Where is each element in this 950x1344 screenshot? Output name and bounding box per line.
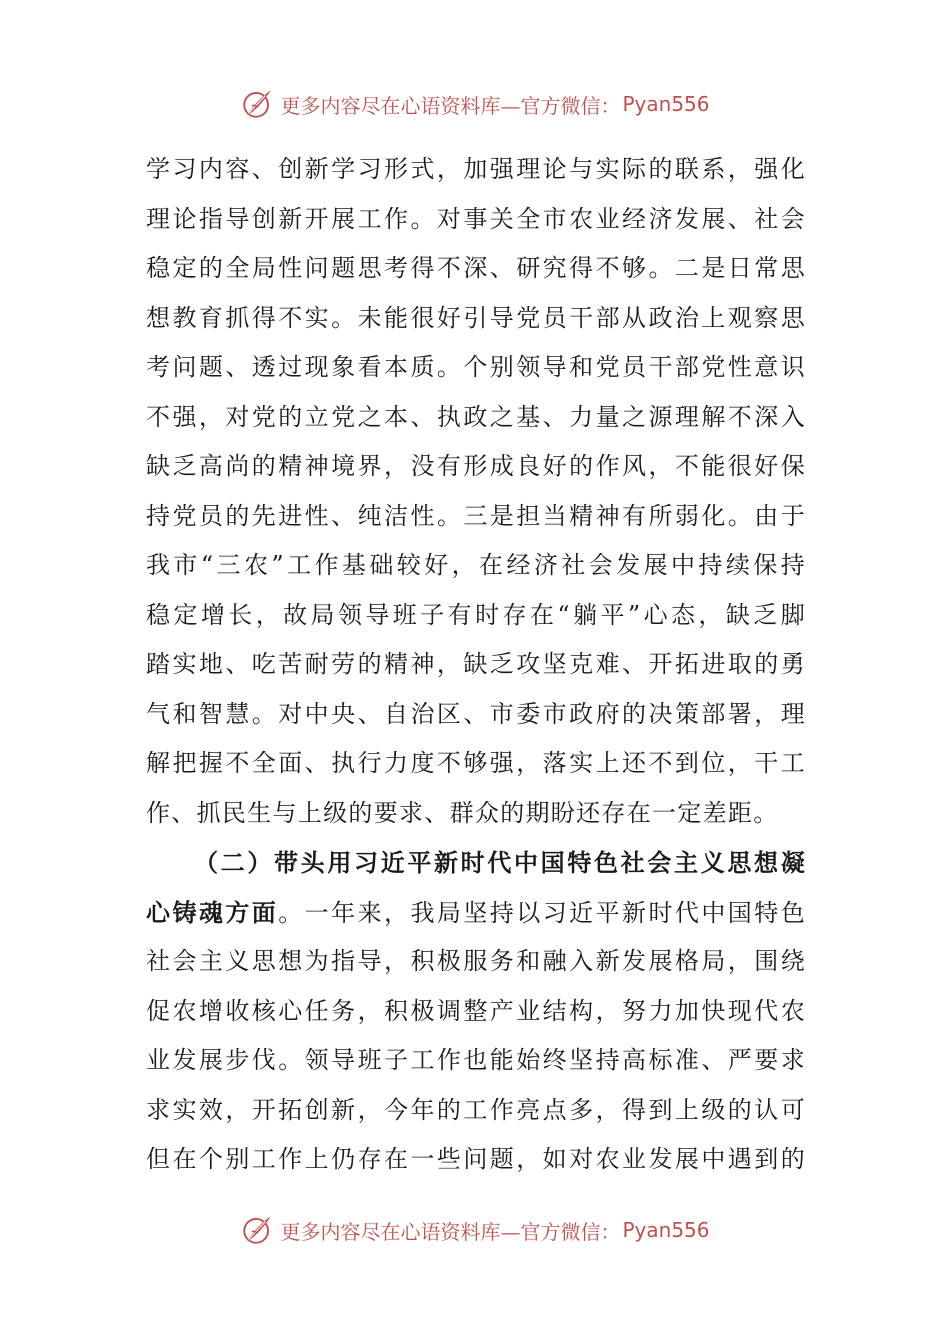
paragraph-line: 解把握不全面、执行力度不够强，落实上还不到位，干工 bbox=[146, 749, 806, 777]
section-heading: （二）带头用习近平新时代中国特色社会主义思想凝 bbox=[194, 848, 806, 877]
paragraph-text: 。一年来，我局坚持以习近平新时代中国特色 bbox=[278, 898, 807, 927]
footer-promo-text: 更多内容尽在心语资料库—官方微信： bbox=[280, 1219, 621, 1244]
paragraph-line: 理论指导创新开展工作。对事关全市农业经济发展、社会 bbox=[146, 204, 806, 233]
paragraph-line: 想教育抓得不实。未能很好引导党员干部从政治上观察思 bbox=[146, 303, 806, 332]
paragraph-line: 气和智慧。对中央、自治区、市委市政府的决策部署，理 bbox=[146, 699, 806, 728]
paragraph-line: 缺乏高尚的精神境界，没有形成良好的作风，不能很好保 bbox=[146, 452, 806, 480]
paragraph-line: 促农增收核心任务，积极调整产业结构，努力加快现代农 bbox=[146, 996, 806, 1025]
feather-pen-logo-icon bbox=[240, 1213, 274, 1247]
paragraph-line: 稳定增长，故局领导班子有时存在“躺平”心态，缺乏脚 bbox=[146, 600, 806, 629]
paragraph-line: 作、抓民生与上级的要求、群众的期盼还存在一定差距。 bbox=[146, 798, 779, 827]
paragraph-line: 但在个别工作上仍存在一些问题，如对农业发展中遇到的 bbox=[146, 1145, 806, 1173]
paragraph-line: 考问题、透过现象看本质。个别领导和党员干部党性意识 bbox=[146, 353, 806, 381]
footer-wechat-id: Pyan556 bbox=[622, 1218, 710, 1242]
feather-pen-logo-icon bbox=[240, 87, 274, 121]
document-body bbox=[146, 145, 806, 1185]
paragraph-line: 业发展步伐。领导班子工作也能始终坚持高标准、严要求 bbox=[146, 1046, 806, 1074]
footer-watermark-banner bbox=[0, 1208, 950, 1252]
section-heading-tail: 心铸魂方面 bbox=[146, 897, 279, 927]
paragraph-line: 不强，对党的立党之本、执政之基、力量之源理解不深入 bbox=[146, 402, 806, 431]
paragraph-line: 踏实地、吃苦耐劳的精神，缺乏攻坚克难、开拓进取的勇 bbox=[146, 650, 806, 678]
header-promo-text: 更多内容尽在心语资料库—官方微信： bbox=[280, 93, 621, 118]
paragraph-line: 持党员的先进性、纯洁性。三是担当精神有所弱化。由于 bbox=[146, 501, 806, 530]
paragraph-line: 学习内容、创新学习形式，加强理论与实际的联系，强化 bbox=[146, 155, 806, 183]
header-wechat-id: Pyan556 bbox=[622, 92, 710, 116]
paragraph-line: 我市“三农”工作基础较好，在经济社会发展中持续保持 bbox=[146, 551, 806, 579]
section-heading-line bbox=[146, 888, 806, 938]
header-watermark-banner bbox=[0, 82, 950, 126]
paragraph-line: 社会主义思想为指导，积极服务和融入新发展格局，围绕 bbox=[146, 947, 806, 975]
paragraph-line: 稳定的全局性问题思考得不深、研究得不够。二是日常思 bbox=[146, 254, 806, 282]
paragraph-line: 求实效，开拓创新，今年的工作亮点多，得到上级的认可 bbox=[146, 1095, 806, 1124]
